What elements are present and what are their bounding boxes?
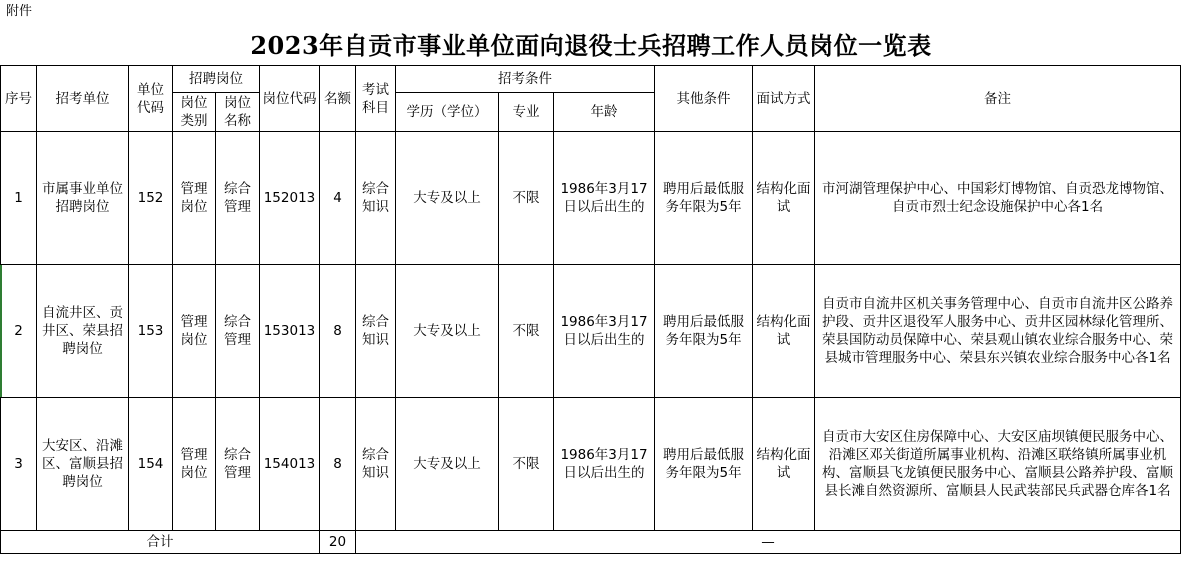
cell-other: 聘用后最低服务年限为5年 [655, 265, 753, 398]
cell-position-code: 154013 [260, 398, 320, 531]
cell-quota: 4 [320, 132, 356, 265]
cell-position-name: 综合管理 [216, 265, 260, 398]
cell-major: 不限 [499, 132, 554, 265]
table-row [1, 398, 1181, 531]
table-row [1, 132, 1181, 265]
cell-position-code: 152013 [260, 132, 320, 265]
cell-remark: 自贡市自流井区机关事务管理中心、自贡市自流井区公路养护段、贡井区退役军人服务中心、贡井区园林绿化管理所、荣县国防动员保障中心、荣县观山镇农业综合服务中心、荣县城市管理服务中心、荣县东兴镇农业综合服务中心各1名 [815, 265, 1181, 398]
total-quota: 20 [320, 531, 356, 554]
col-exam-subject: 考试科目 [356, 66, 396, 132]
cell-interview: 结构化面试 [753, 398, 815, 531]
cell-exam-subject: 综合知识 [356, 132, 396, 265]
cell-seq: 1 [1, 132, 37, 265]
total-dash: — [356, 531, 1181, 554]
cell-position-code: 153013 [260, 265, 320, 398]
cell-education: 大专及以上 [396, 398, 499, 531]
cell-position-name: 综合管理 [216, 132, 260, 265]
col-remark: 备注 [815, 66, 1181, 132]
col-other: 其他条件 [655, 66, 753, 132]
total-label: 合计 [1, 531, 320, 554]
cell-major: 不限 [499, 398, 554, 531]
cell-unit: 大安区、沿滩区、富顺县招聘岗位 [37, 398, 129, 531]
cell-age: 1986年3月17日以后出生的 [554, 398, 655, 531]
cell-remark: 自贡市大安区住房保障中心、大安区庙坝镇便民服务中心、沿滩区邓关街道所属事业机构、沿滩区联络镇所属事业机构、富顺县飞龙镇便民服务中心、富顺县公路养护段、富顺县长滩自然资源所、富顺县人民武装部民兵武器仓库各1名 [815, 398, 1181, 531]
cell-remark: 市河湖管理保护中心、中国彩灯博物馆、自贡恐龙博物馆、自贡市烈士纪念设施保护中心各1名 [815, 132, 1181, 265]
cell-education: 大专及以上 [396, 132, 499, 265]
col-position-type: 岗位类别 [173, 93, 216, 132]
page-title: 2023年自贡市事业单位面向退役士兵招聘工作人员岗位一览表 [250, 31, 932, 60]
cell-age: 1986年3月17日以后出生的 [554, 132, 655, 265]
cell-unit: 自流井区、贡井区、荣县招聘岗位 [37, 265, 129, 398]
col-position-group: 招聘岗位 [173, 66, 260, 93]
cell-exam-subject: 综合知识 [356, 398, 396, 531]
header-row-1 [1, 66, 1181, 93]
cell-exam-subject: 综合知识 [356, 265, 396, 398]
cell-unit-code: 153 [129, 265, 173, 398]
cell-quota: 8 [320, 398, 356, 531]
col-conditions-group: 招考条件 [396, 66, 655, 93]
cell-position-type: 管理岗位 [173, 398, 216, 531]
cell-position-name: 综合管理 [216, 398, 260, 531]
cell-unit: 市属事业单位招聘岗位 [37, 132, 129, 265]
col-education: 学历（学位） [396, 93, 499, 132]
cell-education: 大专及以上 [396, 265, 499, 398]
cell-seq: 2 [1, 265, 37, 398]
cell-unit-code: 154 [129, 398, 173, 531]
total-row [1, 531, 1181, 554]
col-quota: 名额 [320, 66, 356, 132]
col-position-code: 岗位代码 [260, 66, 320, 132]
cell-position-type: 管理岗位 [173, 265, 216, 398]
positions-table [0, 65, 1181, 554]
col-interview: 面试方式 [753, 66, 815, 132]
col-unit: 招考单位 [37, 66, 129, 132]
selection-marker [0, 265, 2, 397]
col-position-name: 岗位名称 [216, 93, 260, 132]
cell-unit-code: 152 [129, 132, 173, 265]
cell-other: 聘用后最低服务年限为5年 [655, 398, 753, 531]
cell-quota: 8 [320, 265, 356, 398]
cell-major: 不限 [499, 265, 554, 398]
cell-interview: 结构化面试 [753, 265, 815, 398]
col-major: 专业 [499, 93, 554, 132]
table-row [1, 265, 1181, 398]
cell-interview: 结构化面试 [753, 132, 815, 265]
col-seq: 序号 [1, 66, 37, 132]
col-age: 年龄 [554, 93, 655, 132]
cell-age: 1986年3月17日以后出生的 [554, 265, 655, 398]
cell-seq: 3 [1, 398, 37, 531]
cell-other: 聘用后最低服务年限为5年 [655, 132, 753, 265]
attachment-label: 附件 [6, 4, 33, 19]
col-unit-code: 单位代码 [129, 66, 173, 132]
cell-position-type: 管理岗位 [173, 132, 216, 265]
